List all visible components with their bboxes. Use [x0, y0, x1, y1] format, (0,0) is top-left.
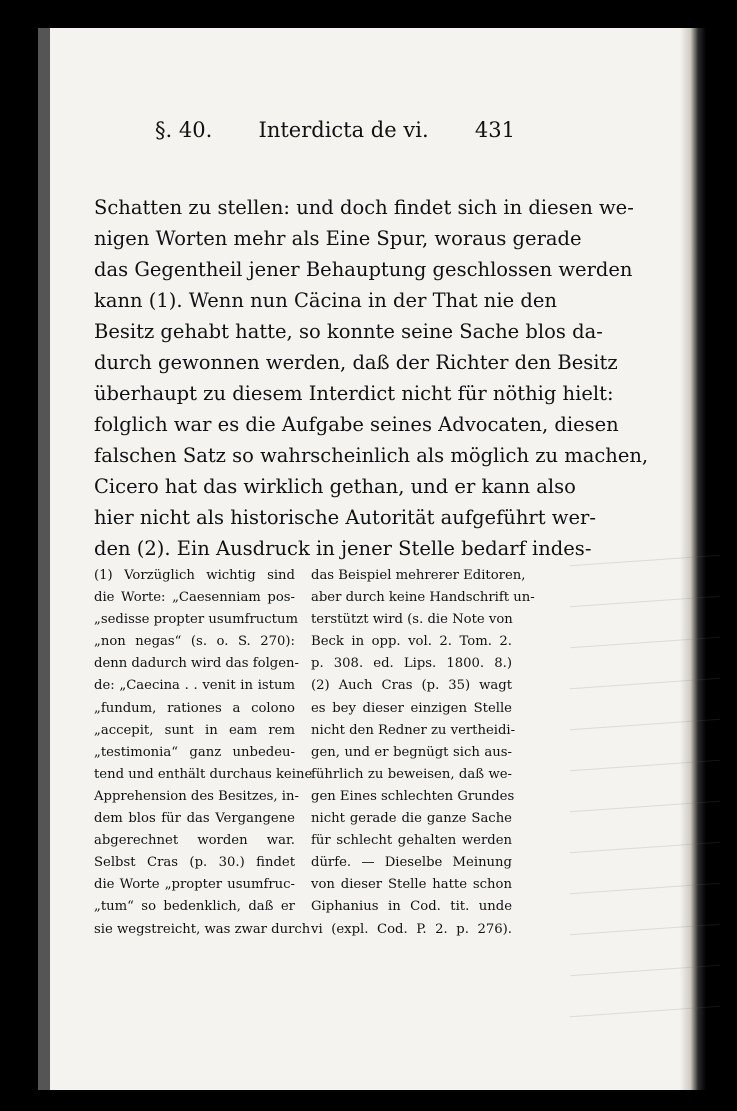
text-line: falschen Satz so wahrscheinlich als möglich zu machen,	[94, 444, 649, 467]
footnote-line: die Worte „propter usumfruc-	[94, 877, 295, 893]
footnote-line: „testimonia“ ganz unbedeu-	[94, 744, 295, 760]
footnote-line: von dieser Stelle hatte schon	[311, 877, 512, 893]
footnote-line: Beck in opp. vol. 2. Tom. 2.	[311, 634, 512, 650]
footnote-line: die Worte: „Caesenniam pos-	[94, 590, 295, 606]
main-text	[94, 192, 649, 564]
text-line: nigen Worten mehr als Eine Spur, woraus gerade	[94, 227, 582, 250]
footnote-line: abgerechnet worden war.	[94, 833, 295, 849]
footnote-line: vi (expl. Cod. P. 2. p. 276).	[311, 921, 512, 937]
footnote-line: Apprehension des Besitzes, in-	[94, 788, 299, 804]
section-number: §. 40.	[155, 118, 213, 142]
text-line: Besitz gehabt hatte, so konnte seine Sache blos da-	[94, 320, 603, 343]
footnote-line: tend und enthält durchaus keine	[94, 766, 313, 782]
footnote-line: denn dadurch wird das folgen-	[94, 656, 299, 672]
footnote-line: (2) Auch Cras (p. 35) wagt	[311, 678, 512, 694]
footnote-line: für schlecht gehalten werden	[311, 833, 512, 849]
footnote-column-right	[311, 565, 535, 941]
footnote-line: terstützt wird (s. die Note von	[311, 612, 513, 628]
text-line: durch gewonnen werden, daß der Richter den Besitz	[94, 351, 618, 374]
footnote-line: es bey dieser einzigen Stelle	[311, 700, 512, 716]
footnote-line: „fundum, rationes a colono	[94, 700, 295, 716]
text-line: das Gegentheil jener Behauptung geschlossen werden	[94, 258, 633, 281]
footnote-line: nicht gerade die ganze Sache	[311, 811, 512, 827]
footnote-line: führlich zu beweisen, daß we-	[311, 766, 512, 782]
bleed-through-handwriting	[570, 538, 720, 1078]
footnote-line: p. 308. ed. Lips. 1800. 8.)	[311, 656, 512, 672]
footnote-line: Selbst Cras (p. 30.) findet	[94, 855, 295, 871]
running-header	[155, 118, 515, 148]
footnote-line: dem blos für das Vergangene	[94, 811, 295, 827]
running-title: Interdicta de vi.	[258, 118, 429, 142]
footnote-line: „non negas“ (s. o. S. 270):	[94, 634, 295, 650]
footnote-line: „accepit, sunt in eam rem	[94, 722, 295, 738]
footnote-line: Giphanius in Cod. tit. unde	[311, 899, 512, 915]
footnote-line: nicht den Redner zu vertheidi-	[311, 722, 516, 738]
footnote-line: gen, und er begnügt sich aus-	[311, 744, 512, 760]
text-line: Cicero hat das wirklich gethan, und er kann also	[94, 475, 576, 498]
footnote-line: sie wegstreicht, was zwar durch	[94, 921, 311, 937]
footnote-line: „tum“ so bedenklich, daß er	[94, 899, 295, 915]
footnotes	[94, 565, 535, 941]
footnote-line: gen Eines schlechten Grundes	[311, 788, 515, 804]
footnote-column-left	[94, 565, 313, 941]
footnote-line: de: „Caecina . . venit in istum	[94, 678, 295, 694]
text-line: Schatten zu stellen: und doch findet sich in diesen we-	[94, 196, 634, 219]
text-line: kann (1). Wenn nun Cäcina in der That nie den	[94, 289, 557, 312]
footnote-line: „sedisse propter usumfructum	[94, 612, 298, 628]
footnote-line: aber durch keine Handschrift un-	[311, 590, 535, 606]
text-line: überhaupt zu diesem Interdict nicht für nöthig hielt:	[94, 382, 614, 405]
text-line: hier nicht als historische Autorität aufgeführt wer-	[94, 506, 596, 529]
footnote-line: dürfe. — Dieselbe Meinung	[311, 855, 512, 871]
page-number: 431	[474, 118, 515, 142]
footnote-line: das Beispiel mehrerer Editoren,	[311, 568, 526, 583]
text-line: folglich war es die Aufgabe seines Advocaten, diesen	[94, 413, 619, 436]
footnote-line: (1) Vorzüglich wichtig sind	[94, 568, 295, 583]
text-line: den (2). Ein Ausdruck in jener Stelle bedarf indes-	[94, 537, 592, 560]
